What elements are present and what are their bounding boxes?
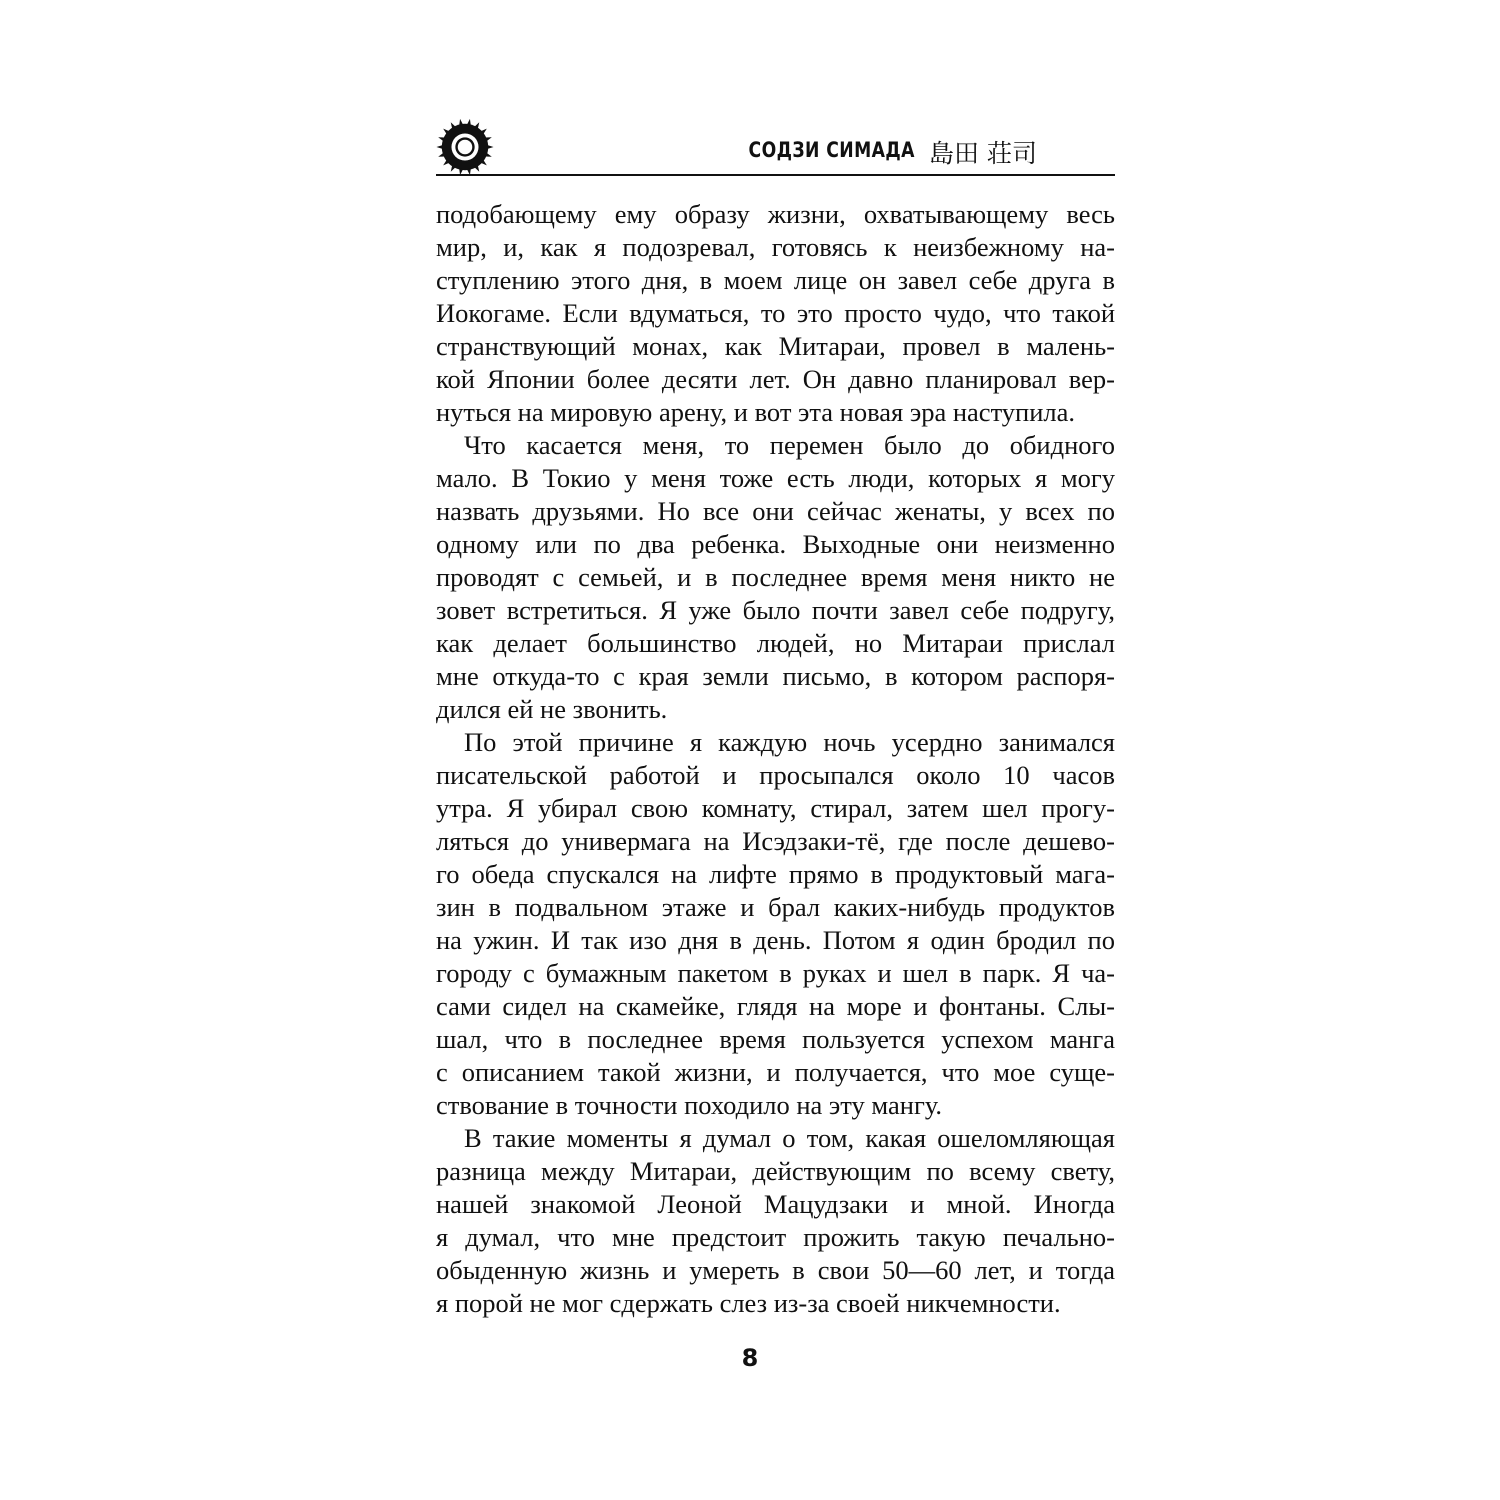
- text-line: В такие моменты я думал о том, какая ошеломляющая: [464, 1123, 1115, 1153]
- text-line: зовет встретиться. Я уже было почти завел себе подругу,: [436, 595, 1115, 625]
- text-line: я порой не мог сдержать слез из-за своей никчемности.: [436, 1288, 1061, 1318]
- text-line: назвать друзьями. Но все они сейчас женаты, у всех по: [436, 496, 1115, 526]
- text-line: утра. Я убирал свою комнату, стирал, затем шел прогу-: [436, 793, 1115, 823]
- text-line: обыденную жизнь и умереть в свои 50—60 лет, и тогда: [436, 1255, 1115, 1285]
- text-line: с описанием такой жизни, и получается, что мое суще-: [436, 1057, 1115, 1087]
- author-name-ru: СОДЗИ СИМАДА: [748, 138, 915, 162]
- text-line: одному или по два ребенка. Выходные они неизменно: [436, 529, 1115, 559]
- text-line: зин в подвальном этаже и брал каких-нибудь продуктов: [436, 892, 1115, 922]
- text-line: сами сидел на скамейке, глядя на море и фонтаны. Слы-: [436, 991, 1115, 1021]
- sun-emblem-icon: [436, 118, 494, 176]
- page-number: 8: [741, 1344, 759, 1372]
- text-line: разница между Митараи, действующим по всему свету,: [436, 1156, 1115, 1186]
- author-name-jp: 島田 荘司: [929, 139, 1037, 168]
- text-line: ляться до универмага на Исэдзаки-тё, где после дешево-: [436, 826, 1115, 856]
- text-line: я думал, что мне предстоит прожить такую печально-: [436, 1222, 1115, 1252]
- text-line: го обеда спускался на лифте прямо в продуктовый мага-: [436, 859, 1115, 889]
- text-line: дился ей не звонить.: [436, 694, 668, 724]
- text-line: ступлению этого дня, в моем лице он завел себе друга в: [436, 265, 1115, 295]
- text-line: Что касается меня, то перемен было до обидного: [464, 430, 1115, 460]
- text-line: проводят с семьей, и в последнее время меня никто не: [436, 562, 1115, 592]
- text-line: на ужин. И так изо дня в день. Потом я один бродил по: [436, 925, 1115, 955]
- text-line: нуться на мировую арену, и вот эта новая эра наступила.: [436, 397, 1076, 427]
- text-line: По этой причине я каждую ночь усердно занимался: [464, 727, 1115, 757]
- text-line: городу с бумажным пакетом в руках и шел в парк. Я ча-: [436, 958, 1115, 988]
- text-line: писательской работой и просыпался около 10 часов: [436, 760, 1115, 790]
- text-line: подобающему ему образу жизни, охватывающему весь: [436, 199, 1115, 229]
- text-line: мало. В Токио у меня тоже есть люди, которых я могу: [436, 463, 1115, 493]
- text-line: Иокогаме. Если вдуматься, то это просто чудо, что такой: [436, 298, 1115, 328]
- text-line: шал, что в последнее время пользуется успехом манга: [436, 1024, 1115, 1054]
- text-line: мир, и, как я подозревал, готовясь к неизбежному на-: [436, 232, 1115, 262]
- text-line: ствование в точности походило на эту мангу.: [436, 1090, 943, 1120]
- text-line: странствующий монах, как Митараи, провел в малень-: [436, 331, 1115, 361]
- running-header: [436, 118, 1115, 176]
- text-line: нашей знакомой Леоной Мацудзаки и мной. Иногда: [436, 1189, 1115, 1219]
- body-text: [436, 198, 1115, 1320]
- text-line: мне откуда-то с края земли письмо, в котором распоря-: [436, 661, 1115, 691]
- text-line: кой Японии более десяти лет. Он давно планировал вер-: [436, 364, 1115, 394]
- text-line: как делает большинство людей, но Митараи прислал: [436, 628, 1115, 658]
